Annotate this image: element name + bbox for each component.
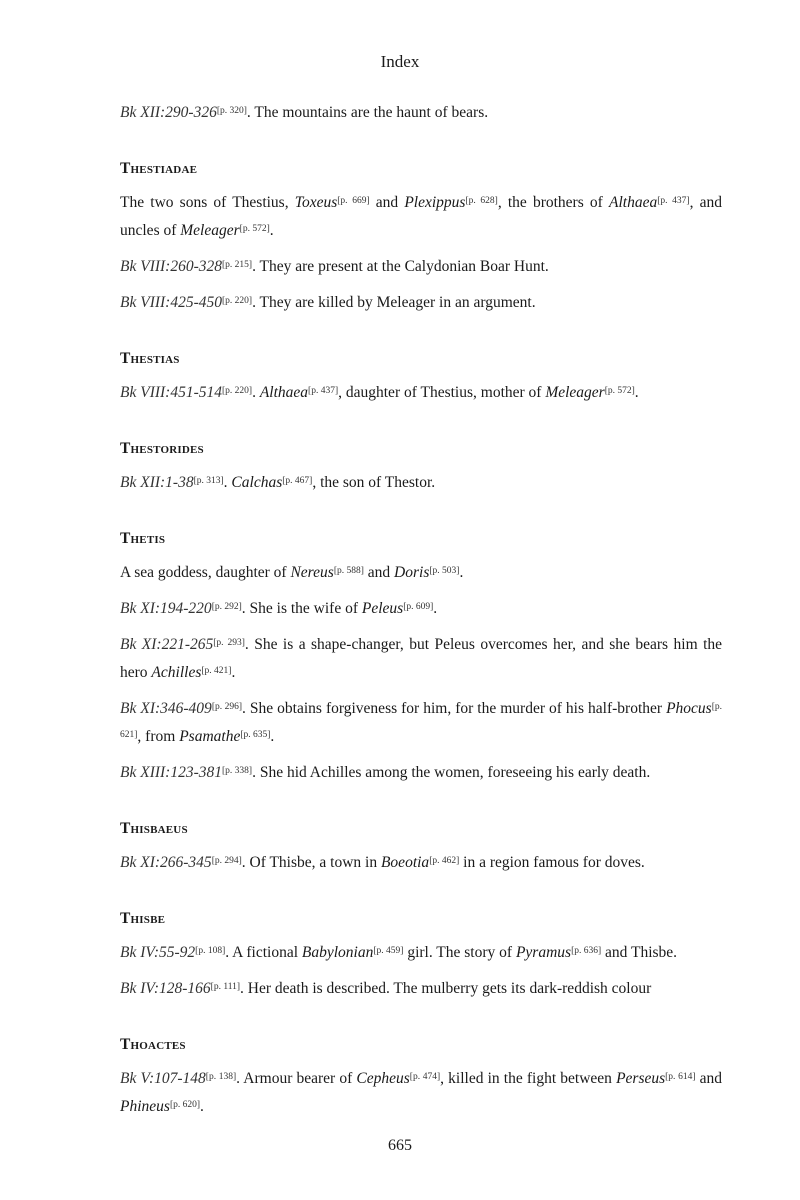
page-reference-link[interactable]: [p. 572] bbox=[604, 386, 635, 396]
cross-reference-name: Althaea bbox=[259, 384, 309, 401]
page-reference-link[interactable]: [p. 421] bbox=[201, 666, 232, 676]
body-text: . bbox=[231, 664, 236, 681]
page-reference-link[interactable]: [p. 459] bbox=[373, 946, 404, 956]
body-text: . A fictional bbox=[225, 944, 302, 961]
entry-paragraph bbox=[120, 594, 722, 622]
index-entries bbox=[120, 98, 722, 1150]
index-entry bbox=[120, 436, 722, 496]
body-text: , from bbox=[137, 728, 180, 745]
body-text: . bbox=[269, 222, 274, 239]
index-entry bbox=[120, 346, 722, 406]
book-line-reference-link[interactable]: Bk IV:55-92 bbox=[120, 944, 196, 961]
book-line-reference-link[interactable]: Bk XIII:123-381 bbox=[120, 764, 222, 781]
body-text: and bbox=[363, 564, 395, 581]
entry-heading: Thoactes bbox=[120, 1036, 186, 1053]
entry-paragraph bbox=[120, 378, 722, 406]
page-reference-link[interactable]: [p. 572] bbox=[239, 224, 270, 234]
page-reference-link[interactable]: [p. 313] bbox=[193, 476, 224, 486]
page-reference-link[interactable]: [p. 437] bbox=[657, 196, 690, 206]
index-entry bbox=[120, 906, 722, 1002]
body-text: . bbox=[223, 474, 232, 491]
entry-paragraph bbox=[120, 558, 722, 586]
page-reference-link[interactable]: [p. 503] bbox=[429, 566, 460, 576]
entry-paragraph bbox=[120, 694, 722, 750]
page-reference-link[interactable]: [p. 609] bbox=[403, 602, 434, 612]
entry-heading: Thisbaeus bbox=[120, 820, 188, 837]
body-text: . bbox=[459, 564, 464, 581]
book-line-reference-link[interactable]: Bk XI:346-409 bbox=[120, 700, 212, 717]
entry-paragraph bbox=[120, 1064, 722, 1120]
page-reference-link[interactable]: [p. 138] bbox=[205, 1072, 237, 1082]
cross-reference-name: Boeotia bbox=[380, 854, 430, 871]
cross-reference-name: Phocus bbox=[666, 700, 712, 717]
body-text: . She is the wife of bbox=[241, 600, 362, 617]
body-text: . She obtains forgiveness for him, for the murder of his half-brother bbox=[242, 700, 667, 717]
body-text: . bbox=[634, 384, 639, 401]
cross-reference-name: Babylonian bbox=[301, 944, 374, 961]
body-text: , the brothers of bbox=[497, 194, 609, 211]
page-reference-link[interactable]: [p. 614] bbox=[665, 1072, 696, 1082]
page-reference-link[interactable]: [p. 462] bbox=[429, 856, 460, 866]
page-reference-link[interactable]: [p. 296] bbox=[211, 702, 243, 712]
page-reference-link[interactable]: [p. 437] bbox=[308, 386, 339, 396]
page-reference-link[interactable]: [p. 628] bbox=[465, 196, 498, 206]
body-text: , killed in the fight between bbox=[440, 1070, 617, 1087]
page-reference-link[interactable]: [p. 467] bbox=[282, 476, 313, 486]
index-entry bbox=[120, 98, 722, 126]
entry-heading: Thetis bbox=[120, 530, 166, 547]
cross-reference-name: Psamathe bbox=[179, 728, 241, 745]
book-line-reference-link[interactable]: Bk VIII:260-328 bbox=[120, 258, 222, 275]
page-reference-link[interactable]: [p. 588] bbox=[333, 566, 364, 576]
entry-paragraph bbox=[120, 938, 722, 966]
body-text: . They are present at the Calydonian Boar Hunt. bbox=[252, 258, 549, 275]
book-line-reference-link[interactable]: Bk XI:194-220 bbox=[120, 600, 212, 617]
page-reference-link[interactable]: [p. 338] bbox=[222, 766, 253, 776]
book-line-reference-link[interactable]: Bk VIII:451-514 bbox=[120, 384, 222, 401]
cross-reference-name: Plexippus bbox=[404, 194, 466, 211]
page-reference-link[interactable]: [p. 220] bbox=[222, 296, 253, 306]
entry-heading: Thestorides bbox=[120, 440, 204, 457]
page-reference-link[interactable]: [p. 215] bbox=[222, 260, 253, 270]
page-reference-link[interactable]: [p. 669] bbox=[337, 196, 370, 206]
cross-reference-name: Achilles bbox=[151, 664, 202, 681]
index-entry bbox=[120, 156, 722, 316]
body-text: . bbox=[270, 728, 275, 745]
body-text: in a region famous for doves. bbox=[459, 854, 645, 871]
cross-reference-name: Meleager bbox=[180, 222, 240, 239]
cross-reference-name: Perseus bbox=[616, 1070, 666, 1087]
book-line-reference-link[interactable]: Bk V:107-148 bbox=[120, 1070, 206, 1087]
body-text: . The mountains are the haunt of bears. bbox=[246, 104, 489, 121]
book-line-reference-link[interactable]: Bk VIII:425-450 bbox=[120, 294, 222, 311]
page-reference-link[interactable]: [p. 474] bbox=[409, 1072, 441, 1082]
page-number: 665 bbox=[388, 1137, 412, 1154]
body-text: . She hid Achilles among the women, foreseeing his early death. bbox=[252, 764, 651, 781]
body-text: . Of Thisbe, a town in bbox=[241, 854, 381, 871]
cross-reference-name: Althaea bbox=[609, 194, 658, 211]
cross-reference-name: Phineus bbox=[120, 1098, 170, 1115]
body-text: girl. The story of bbox=[403, 944, 516, 961]
entry-paragraph bbox=[120, 974, 722, 1002]
body-text: The two sons of Thestius, bbox=[120, 194, 295, 211]
page-reference-link[interactable]: [p. 621] bbox=[120, 702, 722, 740]
entry-paragraph bbox=[120, 188, 722, 244]
entry-heading: Thestiadae bbox=[120, 160, 198, 177]
body-text: and bbox=[695, 1070, 723, 1087]
entry-paragraph bbox=[120, 252, 722, 280]
index-entry bbox=[120, 1032, 722, 1120]
book-line-reference-link[interactable]: Bk XII:290-326 bbox=[120, 104, 217, 121]
entry-paragraph bbox=[120, 468, 722, 496]
body-text: , daughter of Thestius, mother of bbox=[338, 384, 546, 401]
body-text: and Thisbe. bbox=[601, 944, 678, 961]
body-text: . Armour bearer of bbox=[236, 1070, 357, 1087]
body-text: . bbox=[433, 600, 438, 617]
entry-paragraph bbox=[120, 848, 722, 876]
body-text: . bbox=[252, 384, 260, 401]
page-reference-link[interactable]: [p. 292] bbox=[211, 602, 242, 612]
cross-reference-name: Calchas bbox=[231, 474, 283, 491]
cross-reference-name: Peleus bbox=[361, 600, 404, 617]
page-reference-link[interactable]: [p. 320] bbox=[216, 106, 247, 116]
cross-reference-name: Pyramus bbox=[515, 944, 572, 961]
entry-heading: Thestias bbox=[120, 350, 180, 367]
page-reference-link[interactable]: [p. 636] bbox=[571, 946, 602, 956]
entry-paragraph bbox=[120, 758, 722, 786]
book-line-reference-link[interactable]: Bk XI:221-265 bbox=[120, 636, 214, 653]
cross-reference-name: Toxeus bbox=[294, 194, 338, 211]
cross-reference-name: Nereus bbox=[290, 564, 334, 581]
body-text: . They are killed by Meleager in an argument. bbox=[252, 294, 536, 311]
cross-reference-name: Meleager bbox=[545, 384, 605, 401]
entry-paragraph bbox=[120, 288, 722, 316]
page-reference-link[interactable]: [p. 293] bbox=[213, 638, 245, 648]
cross-reference-name: Doris bbox=[394, 564, 430, 581]
entry-paragraph bbox=[120, 98, 722, 126]
page-reference-link[interactable]: [p. 108] bbox=[195, 946, 226, 956]
book-line-reference-link[interactable]: Bk XI:266-345 bbox=[120, 854, 212, 871]
book-line-reference-link[interactable]: Bk XII:1-38 bbox=[120, 474, 194, 491]
entry-paragraph bbox=[120, 630, 722, 686]
cross-reference-name: Cepheus bbox=[356, 1070, 410, 1087]
page-reference-link[interactable]: [p. 111] bbox=[210, 982, 241, 992]
body-text: , the son of Thestor. bbox=[312, 474, 436, 491]
page-reference-link[interactable]: [p. 620] bbox=[169, 1100, 201, 1110]
entry-heading: Thisbe bbox=[120, 910, 166, 927]
body-text: A sea goddess, daughter of bbox=[120, 564, 291, 581]
book-line-reference-link[interactable]: Bk IV:128-166 bbox=[120, 980, 211, 997]
index-entry bbox=[120, 816, 722, 876]
body-text: . Her death is described. The mulberry gets its dark-reddish colour bbox=[240, 980, 652, 997]
body-text: . She is a shape-changer, but Peleus overcomes her, and she bears him the hero bbox=[120, 636, 723, 681]
body-text: , and uncles of bbox=[120, 194, 723, 239]
body-text: and bbox=[369, 194, 405, 211]
page-reference-link[interactable]: [p. 635] bbox=[240, 730, 271, 740]
body-text: . bbox=[200, 1098, 204, 1115]
index-entry bbox=[120, 526, 722, 786]
running-head: Index bbox=[380, 52, 420, 71]
page-reference-link[interactable]: [p. 220] bbox=[222, 386, 253, 396]
page-reference-link[interactable]: [p. 294] bbox=[211, 856, 242, 866]
